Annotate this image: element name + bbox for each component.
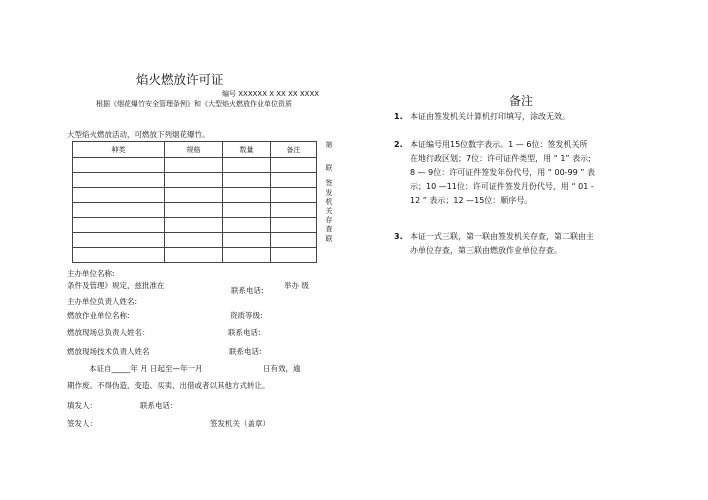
permit-title: 焰火燃放许可证 (136, 72, 224, 87)
contact-phone-label: 联系电话: (231, 286, 264, 295)
contact-phone-label: 联系电话: (229, 347, 262, 356)
remark-item (394, 138, 684, 208)
column-header-quantity: 数量 (223, 142, 271, 158)
stub-char: 机 (325, 197, 333, 206)
table-cell (223, 158, 271, 173)
site-manager-label: 燃放现场总负责人姓名： (67, 328, 150, 337)
host-person-label: 主办单位负责人姓名: (67, 297, 138, 306)
issuer-label: 填发人： (67, 401, 97, 410)
table-cell (73, 188, 165, 203)
column-header-type: 种类 (73, 142, 165, 158)
table-cell (165, 173, 223, 188)
remarks-title: 备注 (509, 94, 534, 108)
fireworks-table (72, 141, 317, 263)
table-cell (271, 233, 317, 248)
expiry-note: 期作废。不得伪造、变造、买卖、出借或者以其他方式转让。 (67, 381, 270, 390)
table-header-row (73, 142, 317, 158)
table-cell (271, 248, 317, 263)
stub-char: 发 (325, 188, 333, 197)
table-row (73, 188, 317, 203)
table-row (73, 233, 317, 248)
table-cell (165, 203, 223, 218)
table-row (73, 218, 317, 233)
table-cell (271, 203, 317, 218)
table-cell (165, 218, 223, 233)
table-cell (271, 173, 317, 188)
table-cell (271, 158, 317, 173)
issuer-phone-label: 联系电话： (140, 401, 178, 410)
intro-text: 大型焰火燃放活动，可燃放下列烟花爆竹。 (67, 130, 210, 139)
column-header-spec: 规格 (165, 142, 223, 158)
tech-manager-label: 燃放现场技术负责人姓名 (67, 347, 150, 356)
remark-line: 本证由签发机关计算机打印填写，涂改无效。 (410, 112, 570, 121)
table-cell (165, 158, 223, 173)
remark-item (394, 230, 684, 258)
table-cell (73, 158, 165, 173)
table-cell (271, 218, 317, 233)
remark-line: 本证一式三联，第一联由签发机关存查，第二联由主 (410, 232, 594, 241)
stub-char: 联 (325, 164, 333, 173)
counterfoil-label (324, 141, 334, 244)
remark-line: 本证编号用15位数字表示。1 — 6位：签发机关所 (410, 140, 588, 149)
table-cell (223, 233, 271, 248)
table-cell (73, 233, 165, 248)
table-row (73, 203, 317, 218)
stub-char: 查 (325, 225, 333, 234)
host-level-text: 举办 级 (284, 281, 309, 290)
table-cell (73, 173, 165, 188)
table-cell (223, 173, 271, 188)
table-cell (223, 188, 271, 203)
column-header-remarks: 备注 (271, 142, 317, 158)
remark-line: 8 — 9位：许可证件签发年份代号，用 “ 00-99 ” 表 (410, 168, 595, 177)
stub-char: 第 (325, 141, 333, 149)
remark-number: 2. (394, 140, 403, 149)
validity-text: 本证自_____年 月 日起至—年一月 (89, 364, 203, 373)
contact-phone-label: 联系电话: (228, 328, 261, 337)
stub-char: 联 (325, 234, 333, 243)
remark-line: 12 ” 表示；12 —15位：顺序号。 (410, 196, 533, 205)
stub-char: 存 (325, 216, 333, 225)
table-cell (73, 203, 165, 218)
table-cell (223, 218, 271, 233)
issuing-authority-label: 签发机关（盖章） (210, 419, 270, 428)
remark-number: 3. (394, 232, 403, 241)
table-row (73, 248, 317, 263)
table-cell (223, 203, 271, 218)
remark-number: 1. (394, 112, 403, 121)
stub-char: 关 (325, 206, 333, 215)
legal-basis: 根据《烟花爆竹安全管理条例》和《大型焰火燃放作业单位资质 (96, 100, 292, 108)
table-cell (223, 248, 271, 263)
table-cell (165, 233, 223, 248)
table-cell (271, 188, 317, 203)
operator-unit-label: 燃放作业单位名称: (67, 311, 130, 320)
table-cell (165, 188, 223, 203)
serial-number: 编号 XXXXXX X XX XX XXXX (222, 90, 320, 98)
validity-end-text: 日有效，逾 (263, 364, 301, 373)
signer-label: 签发人： (67, 419, 97, 428)
stub-char: 签 (325, 179, 333, 188)
table-cell (165, 248, 223, 263)
remark-line: 办单位存查，第三联由燃放作业单位存查。 (410, 246, 562, 255)
host-unit-label: 主办单位名称: (67, 269, 115, 278)
remark-line: 示；10 —11位：许可证件签发月份代号，用 “ 01 - (410, 182, 594, 191)
remark-line: 在地行政区划；7位：许可证件类型，用 “ 1” 表示; (410, 154, 591, 163)
table-cell (73, 248, 165, 263)
remark-item (394, 110, 684, 124)
table-cell (73, 218, 165, 233)
table-row (73, 173, 317, 188)
qualification-label: 资质等级: (230, 311, 263, 320)
table-row (73, 158, 317, 173)
conditions-text: 条件及管理》规定，兹批准在 (67, 281, 165, 290)
